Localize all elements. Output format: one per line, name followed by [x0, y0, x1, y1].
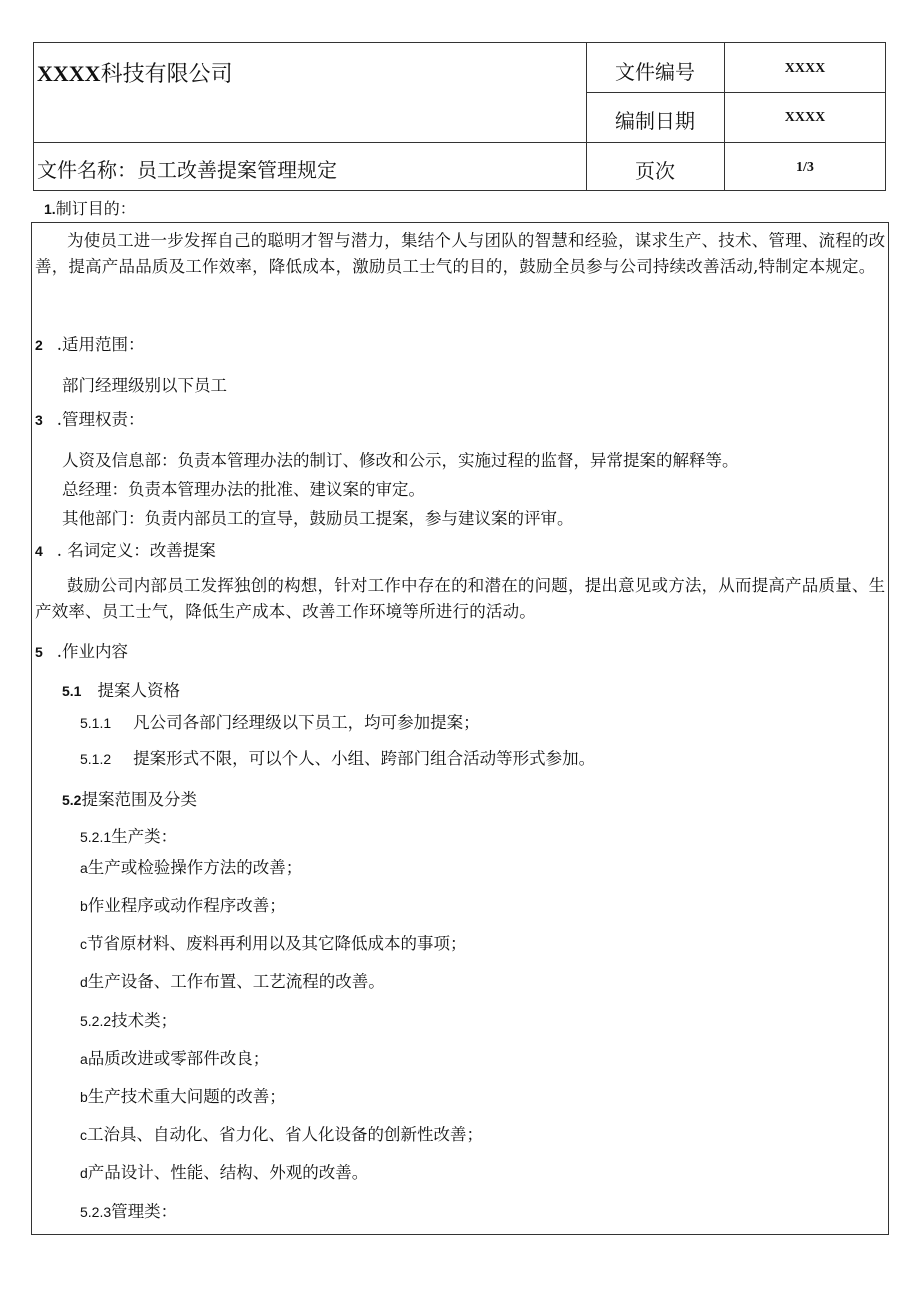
- list-item-text: 工治具、自动化、省力化、省人化设备的创新性改善；: [87, 1125, 483, 1144]
- section-5-1-number: 5.1: [62, 683, 82, 699]
- doc-no-value: XXXX: [784, 61, 826, 76]
- section-1-heading: [44, 196, 136, 219]
- list-item-key: b: [80, 898, 88, 914]
- section-5-number: 5: [35, 644, 43, 660]
- page-label: 页次: [635, 159, 675, 183]
- section-3-heading: [35, 406, 145, 430]
- section-3-title: .管理权责：: [56, 410, 145, 429]
- divider: [34, 142, 885, 143]
- section-5-2-1-heading: [80, 823, 177, 847]
- section-2-text: 部门经理级别以下员工: [62, 376, 227, 395]
- document-body: [31, 222, 889, 1235]
- company-name: [37, 57, 233, 88]
- section-5-1-2: [80, 745, 595, 769]
- list-item-key: d: [80, 974, 88, 990]
- section-5-heading: [35, 638, 128, 662]
- section-5-2-1-title: 生产类：: [111, 827, 178, 846]
- list-item-key: c: [80, 936, 87, 952]
- section-5-1-heading: [62, 677, 180, 701]
- section-1-number: 1.: [44, 201, 56, 217]
- list-item: [80, 1159, 368, 1183]
- section-5-2-3-number: 5.2.3: [80, 1204, 112, 1220]
- section-1-paragraph: 为使员工进一步发挥自己的聪明才智与潜力，集结个人与团队的智慧和经验，谋求生产、技术、管理、流程的改善，提高产品品质及工作效率，降低成本，激励员工士气的目的，鼓励全员参与公司持续改善活动,特制定本规定。: [35, 231, 886, 276]
- list-item-text: 生产或检验操作方法的改善；: [87, 858, 303, 877]
- section-4-number: 4: [35, 543, 43, 559]
- section-5-1-2-number: 5.1.2: [80, 751, 112, 767]
- list-item: [80, 1083, 286, 1107]
- section-3-line: 总经理：负责本管理办法的批准、建议案的审定。: [62, 480, 425, 499]
- section-5-1-2-text: 提案形式不限，可以个人、小组、跨部门组合活动等形式参加。: [133, 749, 596, 768]
- date-label: 编制日期: [615, 109, 695, 133]
- section-3-line: 人资及信息部：负责本管理办法的制订、修改和公示，实施过程的监督，异常提案的解释等。: [62, 451, 739, 470]
- section-5-2-title: 提案范围及分类: [81, 790, 197, 809]
- section-5-title: .作业内容: [56, 642, 129, 661]
- list-item: [80, 1121, 483, 1145]
- list-item: [80, 930, 467, 954]
- list-item-key: a: [80, 1051, 88, 1067]
- section-5-2-3-title: 管理类：: [111, 1202, 178, 1221]
- list-item-text: 产品设计、性能、结构、外观的改善。: [87, 1163, 369, 1182]
- section-5-1-1: [80, 709, 480, 733]
- page-value: 1/3: [796, 160, 814, 175]
- list-item-text: 生产技术重大问题的改善；: [87, 1087, 286, 1106]
- list-item-key: a: [80, 860, 88, 876]
- list-item: [80, 892, 286, 916]
- section-4-heading: [35, 537, 216, 561]
- section-1-title: 制订目的：: [55, 199, 136, 218]
- section-5-1-1-text: 凡公司各部门经理级以下员工，均可参加提案；: [133, 713, 480, 732]
- section-5-2-2-heading: [80, 1007, 177, 1031]
- list-item-text: 节省原材料、废料再利用以及其它降低成本的事项；: [87, 934, 467, 953]
- list-item-text: 作业程序或动作程序改善；: [87, 896, 286, 915]
- list-item: [80, 1045, 269, 1069]
- company-prefix: XXXX: [37, 61, 101, 86]
- list-item: [80, 854, 302, 878]
- section-5-1-1-number: 5.1.1: [80, 715, 112, 731]
- document-title: 文件名称：员工改善提案管理规定: [37, 158, 337, 182]
- section-3-number: 3: [35, 412, 43, 428]
- section-2-number: 2: [35, 337, 43, 353]
- section-4-paragraph: 鼓励公司内部员工发挥独创的构想，针对工作中存在的和潜在的问题，提出意见或方法，从而提高产品质量、生产效率、员工士气，降低生产成本、改善工作环境等所进行的活动。: [35, 576, 886, 621]
- section-5-2-number: 5.2: [62, 792, 82, 808]
- section-2-heading: [35, 331, 145, 355]
- list-item-key: c: [80, 1127, 87, 1143]
- section-5-2-heading: [62, 786, 197, 810]
- section-5-2-2-title: 技术类；: [111, 1011, 178, 1030]
- list-item-text: 品质改进或零部件改良；: [87, 1049, 270, 1068]
- divider: [586, 92, 885, 93]
- section-3-line: 其他部门：负责内部员工的宣导，鼓励员工提案，参与建议案的评审。: [62, 509, 574, 528]
- date-value: XXXX: [784, 110, 826, 125]
- section-5-1-title: 提案人资格: [97, 681, 180, 700]
- list-item-text: 生产设备、工作布置、工艺流程的改善。: [87, 972, 385, 991]
- section-2-title: .适用范围：: [56, 335, 145, 354]
- section-4-title: . 名词定义：改善提案: [56, 541, 216, 560]
- list-item-key: b: [80, 1089, 88, 1105]
- header-table: [33, 42, 886, 191]
- section-5-2-3-heading: [80, 1198, 177, 1222]
- section-5-2-1-number: 5.2.1: [80, 829, 112, 845]
- company-suffix: 科技有限公司: [100, 62, 233, 87]
- doc-no-label: 文件编号: [615, 60, 695, 84]
- section-5-2-2-number: 5.2.2: [80, 1013, 112, 1029]
- list-item-key: d: [80, 1165, 88, 1181]
- list-item: [80, 968, 385, 992]
